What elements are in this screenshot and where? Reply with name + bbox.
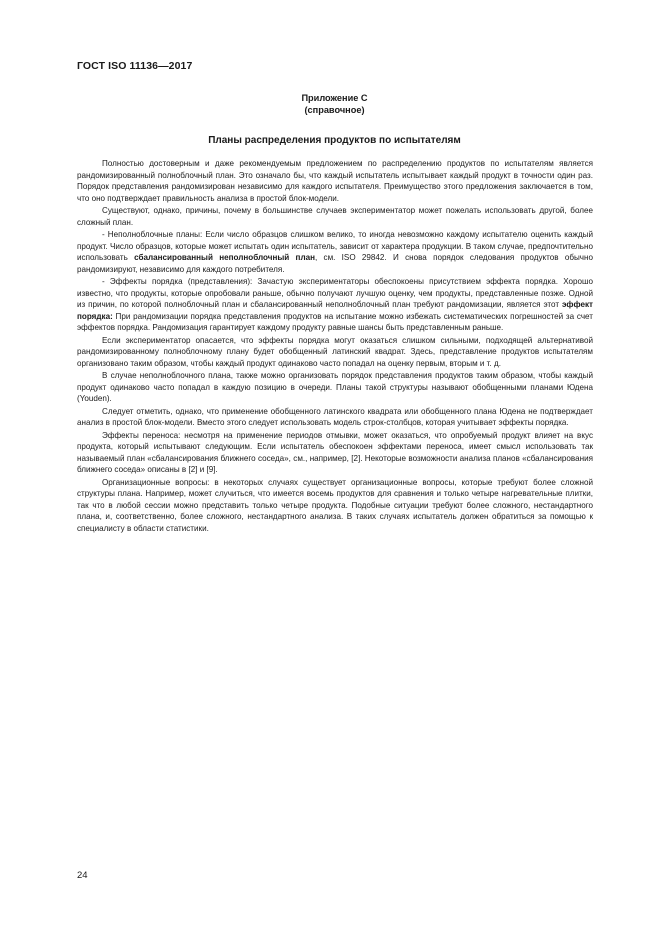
paragraph: Эффекты переноса: несмотря на применение периодов отмывки, может оказаться, что опробуемый продукт влияет на вкус продукта, который испытывают следующим. Если испытатель обеспокоен эффектами переноса, имеет смысл использовать так называемый план «сбалансирования ближнего соседа», см., например, [2]. Некоторые возможности анализа планов «сбалансирования ближнего соседа» описаны в [2] и [9]. [77,430,593,474]
paragraph [77,276,593,334]
term-order-effect: эффект порядка: [77,300,593,321]
paragraph: В случае неполноблочного плана, также можно организовать порядок представления продуктов таким образом, чтобы каждый продукт одинаково часто попадал в каждую позицию в очереди. Планы такой структуры называют обобщенными планами Юдена (Youden). [77,371,593,403]
paragraph: Следует отметить, однако, что применение обобщенного латинского квадрата или обобщенного плана Юдена не подтверждает анализ в простой блок-модели. Вместо этого следует использовать модель строк-столбцов, которая учитывает эффекты порядка. [77,406,593,427]
paragraph: Полностью достоверным и даже рекомендуемым предложением по распределению продуктов по испытателям является рандомизированный полноблочный план. Это означало бы, что каждый испытатель испытывает каждый продукт в точности один раз. Порядок представления рандомизирован независимо для каждого испытателя. Преимущество этого предложения заключается в том, что оно подтверждает правильность анализа в простой блок-модели. [77,159,593,203]
body-text [77,158,593,535]
paragraph-text: При рандомизации порядка представления продуктов на испытание можно избежать систематических погрешностей за счет эффектов порядка. Рандомизация гарантирует каждому продукту равные шансы быть представленным раньше. [77,311,593,332]
paragraph-text: - Эффекты порядка (представления): Зачастую экспериментаторы обеспокоены присутствием эффекта порядка. Хорошо известно, что продукты, которые опробовали раньше, обычно получают лучшую оценку, чем продукты, представленные позже. Одной из причин, по которой полноблочный план и сбалансированный неполноблочный план требуют рандомизации, является этот [77,277,593,309]
paragraph: Организационные вопросы: в некоторых случаях существует организационные вопросы, которые требуют более сложной структуры плана. Например, может случиться, что имеется восемь продуктов для сравнения и только четыре нагревательные плитки, так что в любой сессии можно представить только четыре продукта. Подобные ситуации требуют более сложного, нестандартного плана, и, соответственно, более сложного, нестандартного анализа. В таких случаях испытатель должен обратиться за помощью к специалисту в области статистики. [77,477,593,533]
paragraph-text: - Неполноблочные планы: Если число образцов слишком велико, то иногда невозможно каждому испытателю оценить каждый продукт. Число образцов, которые может испытать один испытатель, зависит от характера продукции. В таком случае, предпочтительно использовать [77,230,593,262]
term-balanced-incomplete-block: сбалансированный неполноблочный план [134,253,315,262]
annex-status: (справочное) [304,105,365,115]
page-number: 24 [77,870,88,881]
annex-heading [77,92,592,116]
paragraph [77,229,593,275]
annex-label: Приложение С [301,93,368,103]
paragraph: Если экспериментатор опасается, что эффекты порядка могут оказаться слишком сильными, подходящей альтернативой рандомизированному полноблочному плану будет обобщенный латинский квадрат. Здесь, представление продуктов испытателям организовано таким образом, чтобы каждый продукт одинаково часто попадал на оценку первым, вторым и т. д. [77,335,593,368]
paragraph: Существуют, однако, причины, почему в большинстве случаев экспериментатор может пожелать использовать другой, более сложный план. [77,206,593,227]
annex-title: Планы распределения продуктов по испытателям [208,135,461,146]
document-header: ГОСТ ISO 11136—2017 [77,60,193,72]
paragraph-text: , см. ISO 29842. И снова порядок следования продуктов обычно рандомизируют, независимо для каждого потребителя. [77,253,593,274]
